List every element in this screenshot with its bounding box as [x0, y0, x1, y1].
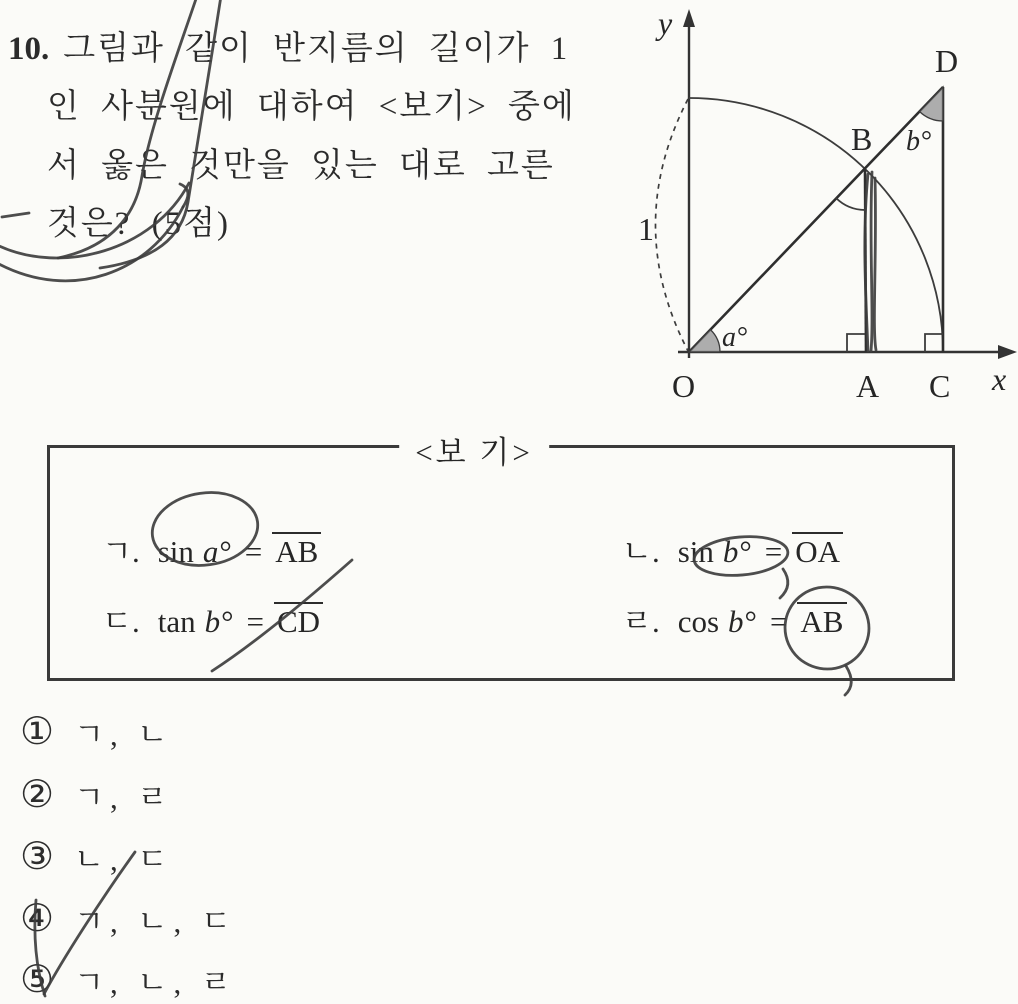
bogi-item-d-eq: = — [246, 604, 264, 639]
bogi-item-g-func: sin — [157, 534, 194, 569]
point-O-label: O — [672, 368, 696, 400]
choice-3 — [20, 833, 173, 879]
bogi-item-g-segment: AB — [272, 532, 321, 569]
choice-5 — [20, 956, 237, 1002]
bogi-item-n-var: b° — [722, 534, 751, 569]
angle-b-label: b° — [906, 126, 932, 157]
angle-arc-B — [836, 198, 865, 210]
bogi-item-n-tag: ㄴ. — [622, 534, 660, 569]
choice-1-number: ① — [20, 709, 55, 753]
point-B-label: B — [851, 121, 873, 157]
choice-5-text: ㄱ, ㄴ, ㄹ — [74, 964, 237, 1000]
bogi-item-d-segment: CD — [274, 602, 323, 639]
bogi-item-g-tag: ㄱ. — [102, 534, 140, 569]
y-axis-arrow-icon — [683, 9, 695, 27]
bogi-item-g-eq: = — [244, 534, 263, 569]
angle-a-wedge — [689, 330, 720, 352]
question-line-1 — [8, 22, 569, 69]
choice-1-text: ㄱ, ㄴ — [74, 716, 174, 752]
question-line-3: 서 옳은 것만을 있는 대로 고른 — [47, 148, 555, 184]
pen-left-margin-dash — [2, 213, 29, 217]
bogi-title: <보 기> — [399, 427, 549, 472]
angle-b-wedge — [920, 87, 944, 121]
question-line-2: 인 사분원에 대하여 <보기> 중에 — [47, 89, 576, 125]
choice-2 — [20, 771, 173, 817]
bogi-item-n-eq: = — [764, 534, 783, 569]
choice-3-text: ㄴ, ㄷ — [74, 841, 174, 877]
choice-2-text: ㄱ, ㄹ — [74, 779, 174, 815]
choice-5-number: ⑤ — [20, 957, 55, 1001]
radius-dashed-arc — [656, 99, 689, 351]
question-number: 10. — [8, 31, 50, 67]
radius-label: 1 — [638, 211, 654, 247]
bogi-item-g — [102, 526, 321, 571]
bogi-item-r-func: cos — [677, 604, 720, 639]
right-angle-mark-C — [925, 334, 943, 352]
bogi-item-d-var: b° — [204, 604, 233, 639]
bogi-item-n — [622, 526, 843, 571]
question-text-1: 그림과 같이 반지름의 길이가 1 — [63, 31, 570, 67]
bogi-item-r-tag: ㄹ. — [622, 604, 660, 639]
bogi-box — [47, 435, 955, 681]
choice-4-number: ④ — [20, 896, 55, 940]
y-axis-label: y — [658, 5, 673, 41]
bogi-item-r-eq: = — [769, 604, 788, 639]
bogi-item-r-var: b° — [728, 604, 756, 639]
x-axis-arrow-icon — [998, 345, 1017, 359]
bogi-item-d-tag: ㄷ. — [102, 604, 140, 639]
bogi-item-r-segment: AB — [797, 602, 846, 639]
point-A-label: A — [856, 368, 880, 400]
choice-3-number: ③ — [20, 834, 55, 878]
x-axis-label: x — [992, 361, 1007, 397]
bogi-item-r — [622, 596, 847, 641]
point-C-label: C — [929, 368, 951, 400]
right-angle-mark-A — [847, 334, 865, 352]
bogi-item-n-segment: OA — [792, 532, 843, 569]
bogi-item-g-var: a° — [202, 534, 231, 569]
bogi-item-n-func: sin — [677, 534, 714, 569]
choice-2-number: ② — [20, 772, 55, 816]
bogi-item-d-func: tan — [157, 604, 196, 639]
segment-AB — [865, 170, 866, 352]
choice-1 — [20, 708, 173, 754]
choice-4-text: ㄱ, ㄴ, ㄷ — [74, 903, 237, 939]
question-line-4: 것은? (5점) — [47, 206, 231, 242]
bogi-item-d — [102, 596, 323, 641]
geometry-diagram — [620, 0, 1018, 400]
choice-4 — [20, 895, 237, 941]
point-D-label: D — [935, 43, 959, 79]
angle-a-label: a° — [722, 322, 748, 353]
